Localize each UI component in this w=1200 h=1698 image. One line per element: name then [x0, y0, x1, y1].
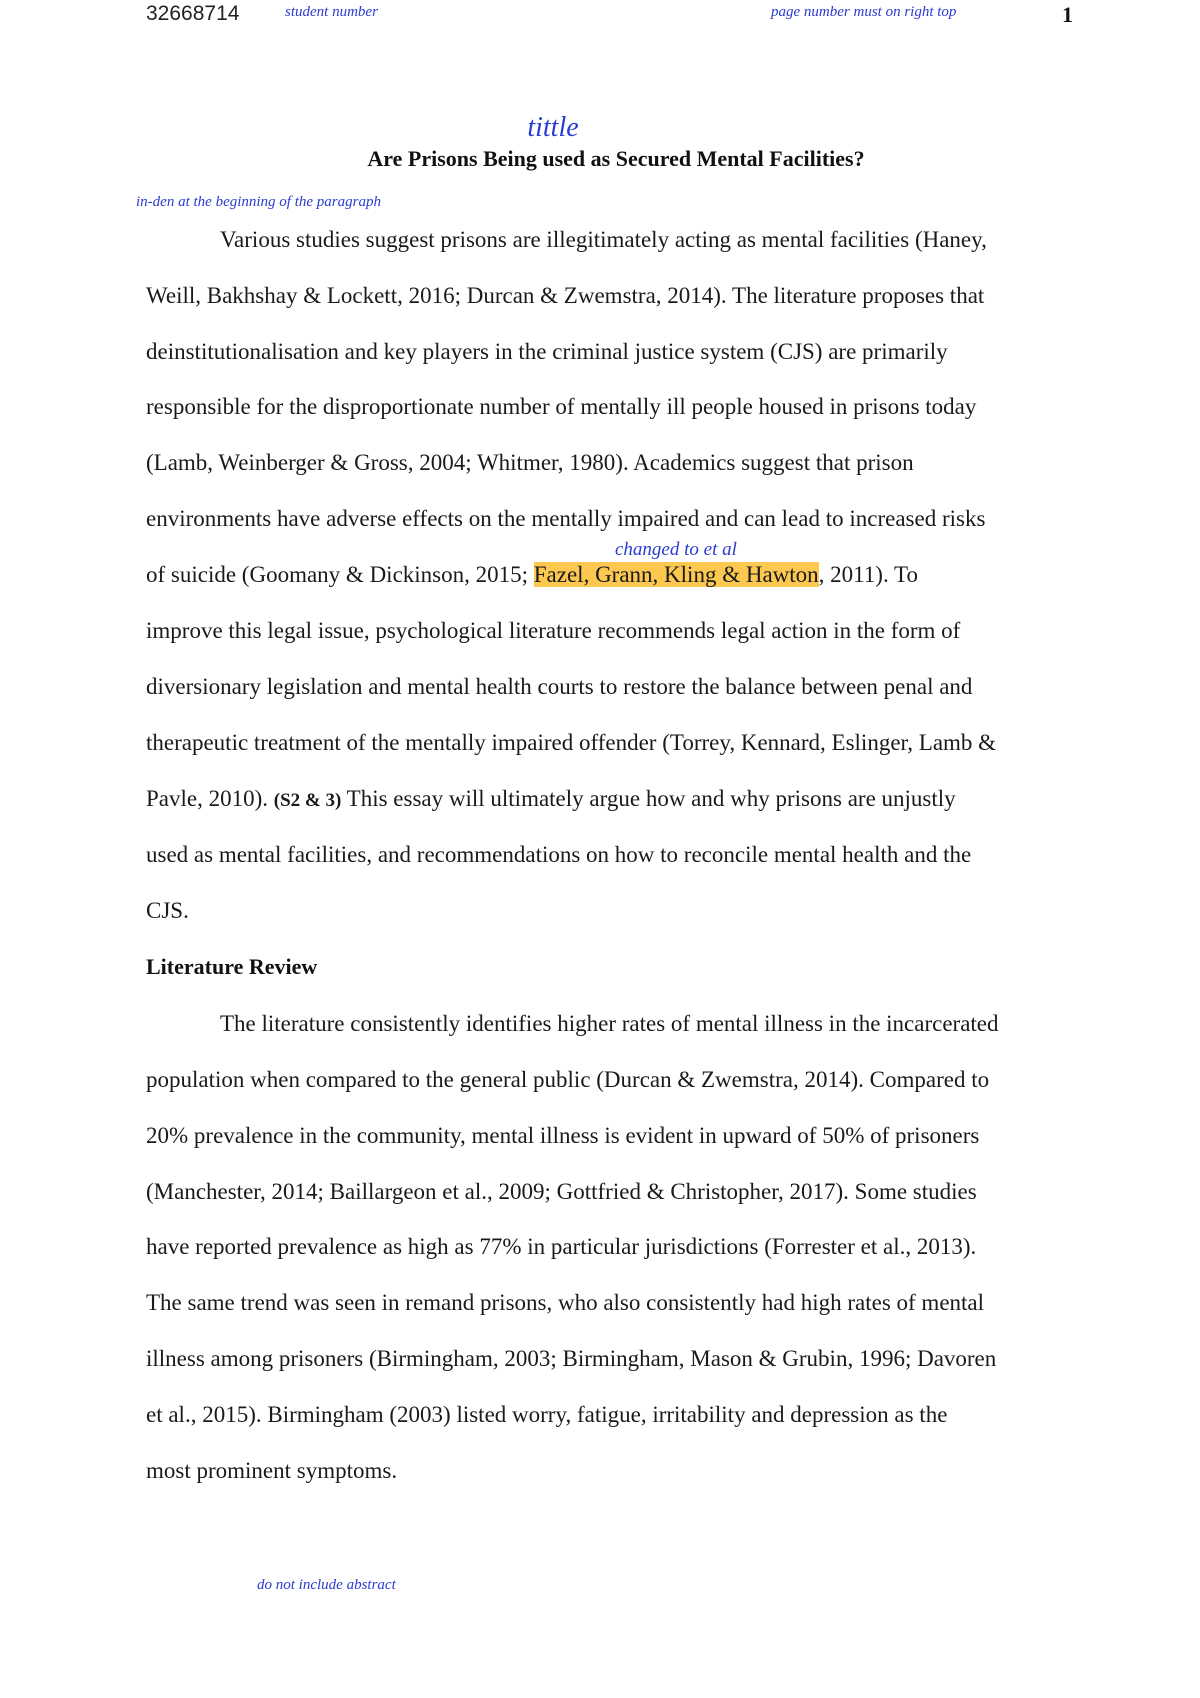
paragraph-line: Weill, Bakhshay & Lockett, 2016; Durcan & Zwemstra, 2014). The literature proposes that — [146, 283, 985, 308]
paragraph-line: environments have adverse effects on the mentally impaired and can lead to increased risks — [146, 506, 986, 531]
paragraph-line: illness among prisoners (Birmingham, 2003; Birmingham, Mason & Grubin, 1996; Davoren — [146, 1346, 997, 1371]
paragraph-line: most prominent symptoms. — [146, 1458, 398, 1483]
student-number-note: student number — [285, 4, 378, 20]
page-number: 1 — [1062, 2, 1073, 27]
title-note: tittle — [527, 112, 579, 143]
paragraph-line: CJS. — [146, 898, 189, 923]
paragraph-line: deinstitutionalisation and key players in the criminal justice system (CJS) are primarily — [146, 339, 948, 364]
footer-note: do not include abstract — [257, 1577, 396, 1593]
paragraph-line: improve this legal issue, psychological literature recommends legal action in the form of — [146, 618, 961, 643]
paragraph-line: Various studies suggest prisons are illegitimately acting as mental facilities (Haney, — [220, 227, 987, 252]
student-id: 32668714 — [146, 2, 240, 25]
section-heading: Literature Review — [146, 954, 318, 979]
indent-note: in-den at the beginning of the paragraph — [136, 194, 381, 210]
page-number-note: page number must on right top — [771, 4, 957, 20]
paragraph-line: diversionary legislation and mental health courts to restore the balance between penal and — [146, 674, 973, 699]
highlighted-citation: Fazel, Grann, Kling & Hawton — [533, 562, 819, 587]
paragraph-line-with-highlight: of suicide (Goomany & Dickinson, 2015; Fazel, Grann, Kling & Hawton, 2011). To — [146, 562, 918, 587]
paragraph-line: have reported prevalence as high as 77% in particular jurisdictions (Forrester et al., 2013). — [146, 1234, 977, 1259]
paragraph-line: The literature consistently identifies higher rates of mental illness in the incarcerated — [220, 1011, 999, 1036]
paragraph-line: used as mental facilities, and recommendations on how to reconcile mental health and the — [146, 842, 972, 867]
paragraph-line-with-marker: Pavle, 2010). (S2 & 3) This essay will ultimately argue how and why prisons are unjustly — [146, 786, 956, 811]
paragraph-line: responsible for the disproportionate number of mentally ill people housed in prisons today — [146, 394, 977, 419]
paragraph-line: population when compared to the general public (Durcan & Zwemstra, 2014). Compared to — [146, 1067, 990, 1092]
etal-comment: changed to et al — [615, 539, 737, 560]
page-title: Are Prisons Being used as Secured Mental Facilities? — [367, 146, 865, 171]
paragraph-line: The same trend was seen in remand prisons, who also consistently had high rates of mental — [146, 1290, 985, 1315]
paragraph-line: therapeutic treatment of the mentally impaired offender (Torrey, Kennard, Eslinger, Lamb & — [146, 730, 997, 755]
section-marker: (S2 & 3) — [273, 790, 342, 811]
paragraph-line: (Manchester, 2014; Baillargeon et al., 2009; Gottfried & Christopher, 2017). Some studies — [146, 1179, 977, 1204]
paragraph-line: (Lamb, Weinberger & Gross, 2004; Whitmer, 1980). Academics suggest that prison — [146, 450, 914, 475]
paragraph-line: et al., 2015). Birmingham (2003) listed worry, fatigue, irritability and depression as the — [146, 1402, 948, 1427]
paragraph-line: 20% prevalence in the community, mental illness is evident in upward of 50% of prisoners — [146, 1123, 980, 1148]
